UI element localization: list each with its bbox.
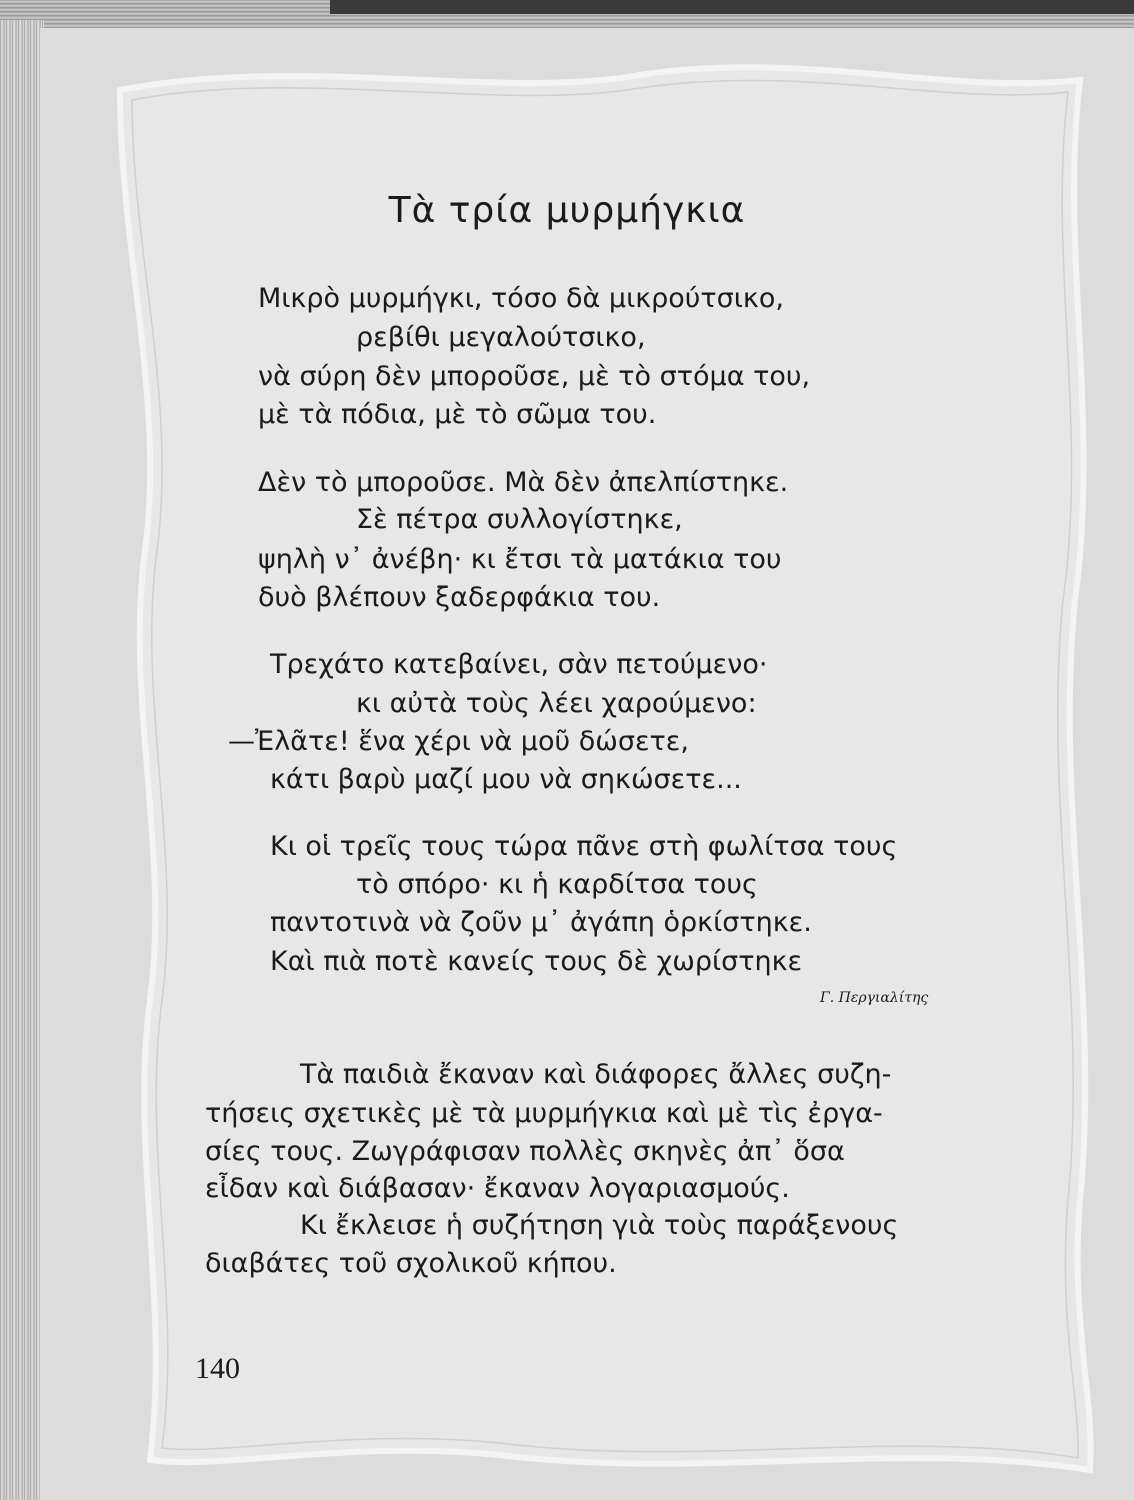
poem-line: Μικρὸ μυρμήγκι, τόσο δὰ μικρούτσικο, — [258, 283, 784, 314]
poem-line: Τρεχάτο κατεβαίνει, σὰν πετούμενο· — [270, 649, 768, 680]
poem-line: νὰ σύρη δὲν μποροῦσε, μὲ τὸ στόμα του, — [258, 361, 811, 392]
prose-line: τήσεις σχετικὲς μὲ τὰ μυρμήγκια καὶ μὲ τὶς ἐργα- — [205, 1098, 883, 1129]
poem-line: δυὸ βλέπουν ξαδερφάκια του. — [258, 582, 661, 613]
prose-line: Τὰ παιδιὰ ἔκαναν καὶ διάφορες ἄλλες συζη- — [300, 1059, 892, 1090]
poem-line: Καὶ πιὰ ποτὲ κανείς τους δὲ χωρίστηκε — [270, 946, 803, 977]
poem-line: Σὲ πέτρα συλλογίστηκε, — [356, 504, 683, 535]
poem-line: ψηλὴ ν᾽ ἀνέβη· κι ἔτσι τὰ ματάκια του — [258, 544, 782, 575]
poem-author: Γ. Περγιαλίτης — [820, 990, 929, 1006]
poem-line: Δὲν τὸ μποροῦσε. Μὰ δὲν ἀπελπίστηκε. — [258, 467, 789, 498]
prose-line: εἶδαν καὶ διάβασαν· ἔκαναν λογαριασμούς. — [205, 1173, 790, 1204]
poem-line: τὸ σπόρο· κι ἡ καρδίτσα τους — [356, 869, 758, 900]
poem-line: Κι οἱ τρεῖς τους τώρα πᾶνε στὴ φωλίτσα τους — [270, 831, 898, 862]
prose-line: διαβάτες τοῦ σχολικοῦ κήπου. — [205, 1248, 617, 1279]
poem-line: κάτι βαρὺ μαζί μου νὰ σηκώσετε... — [270, 764, 742, 795]
poem-line: —Ἐλᾶτε! ἕνα χέρι νὰ μοῦ δώσετε, — [228, 726, 689, 757]
page-number: 140 — [195, 1352, 240, 1385]
poem-line: μὲ τὰ πόδια, μὲ τὸ σῶμα του. — [258, 399, 657, 430]
page-title: Τὰ τρία μυρμήγκια — [388, 190, 746, 231]
poem-line: κι αὐτὰ τοὺς λέει χαρούμενο: — [356, 688, 757, 719]
prose-line: σίες τους. Ζωγράφισαν πολλὲς σκηνὲς ἀπ᾽ ὅσα — [205, 1136, 845, 1167]
prose-line: Κι ἔκλεισε ἡ συζήτηση γιὰ τοὺς παράξενους — [300, 1210, 899, 1241]
poem-line: ρεβίθι μεγαλούτσικο, — [356, 322, 646, 353]
poem-line: παντοτινὰ νὰ ζοῦν μ᾽ ἀγάπη ὁρκίστηκε. — [270, 907, 812, 938]
